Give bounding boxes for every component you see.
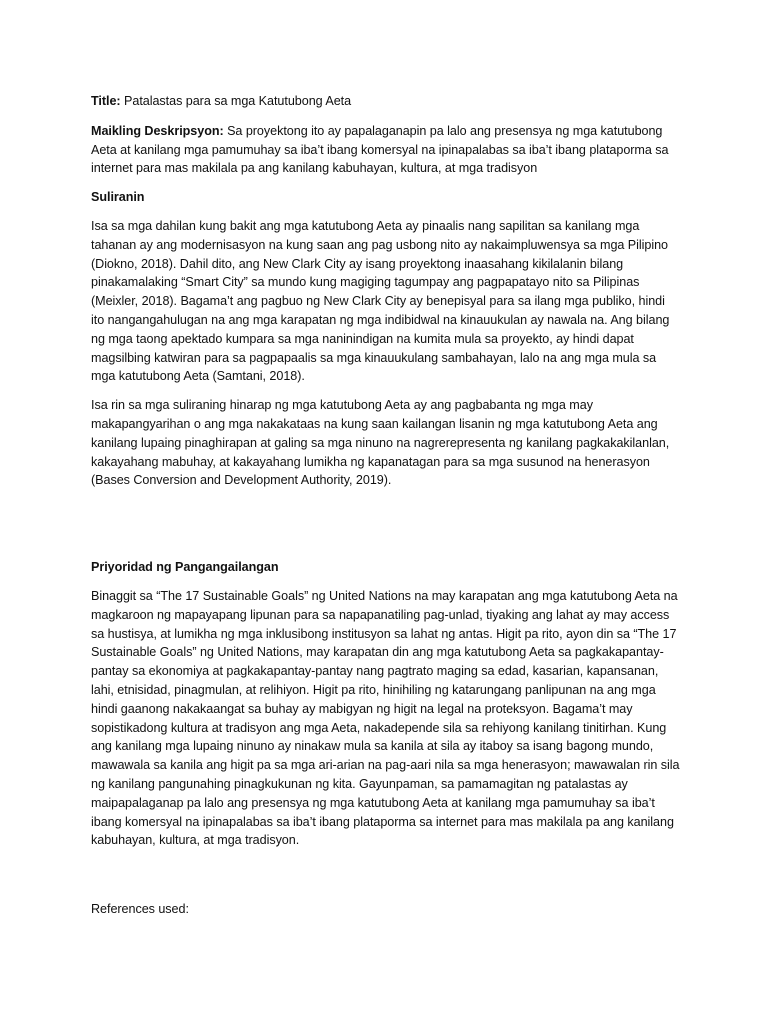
document-title-line bbox=[91, 92, 681, 111]
description-paragraph bbox=[91, 122, 681, 178]
section-spacer bbox=[91, 500, 681, 558]
section-heading-priyoridad: Priyoridad ng Pangangailangan bbox=[91, 560, 279, 575]
priyoridad-paragraph: Binaggit sa “The 17 Sustainable Goals” ng United Nations na may karapatan ang mga katutubong Aeta na magkaroon ng mapayapang lipunan para sa napapanatiling pag-unlad, tiyaking ang lahat ay may access sa hustisya, at lumikha ng mga inklusibong institusyon sa lahat ng antas. Higit pa rito, ayon din sa “The 17 Sustainable Goals” ng United Nations, may karapatan din ang mga katutubong Aeta sa pagkakapantay-pantay sa ekonomiya at pagkakapantay-pantay nang pagtrato maging sa edad, kasarian, kapansanan, lahi, etnisidad, pinagmulan, at relihiyon. Higit pa rito, hinihiling ng katarungang panlipunan na ang mga hindi gaanong nakakaangat sa buhay ay mabigyan ng higit na legal na proteksyon. Bagama’t may sopistikadong kultura at tradisyon ang mga Aeta, nakadepende sila sa rehiyong kanilang tinitirhan. Kung ang kanilang mga lupaing ninuno ay ninakaw mula sa kanila at sila ay itaboy sa isang bagong mundo, mawawala sa kanila ang higit pa sa mga ari-arian na pag-aari nila sa mga henerasyon; mawawalan rin sila ng kanilang pangunahing pinagkukunan ng kita. Gayunpaman, sa pamamagitan ng patalastas ay maipapalaganap pa lalo ang presensya ng mga katutubong Aeta at kanilang mga pamumuhay sa iba’t ibang komersyal na ipinapalabas sa iba’t ibang plataporma sa internet para mas makilala pa ang kanilang kabuhayan, kultura, at mga tradisyon. bbox=[91, 588, 680, 848]
suliranin-paragraph-2: Isa rin sa mga suliraning hinarap ng mga katutubong Aeta ay ang pagbabanta ng mga may makapangyarihan o ang mga nakakataas na kung saan kailangan lisanin ng mga katutubong Aeta ang kanilang lupaing pinaghirapan at galing sa mga ninuno na nagrerepresenta ng kanilang pagkakakilanlan, kakayahang mabuhay, at kakayahang lumikha ng kapanatagan para sa mga susunod na henerasyon (Bases Conversion and Development Authority, 2019). bbox=[91, 398, 670, 488]
description-label: Maikling Deskripsyon: bbox=[91, 123, 224, 138]
document-content bbox=[91, 92, 681, 919]
suliranin-paragraph-1: Isa sa mga dahilan kung bakit ang mga katutubong Aeta ay pinaalis nang sapilitan sa kanilang mga tahanan ay ang modernisasyon na kung saan ang pag usbong nito ay nakaimpluwensya sa mga Pilipino (Diokno, 2018). Dahil dito, ang New Clark City ay isang proyektong inaasahang kikilalanin bilang pinakamalaking “Smart City” sa mundo kung magiging tagumpay ang pagpapatayo nito sa Pilipinas (Meixler, 2018). Bagama’t ang pagbuo ng New Clark City ay benepisyal para sa ilang mga publiko, hindi ito nangangahulugan na ang mga karapatan ng mga indibidwal na kinauukulan ay nawala na. Ang bilang ng mga taong apektado kumpara sa mga naninindigan na kumita mula sa proyekto, ay hindi dapat magsilbing katwiran para sa pagpapaalis sa mga kinauukulang sambahayan, lalo na ang mga mula sa mga katutubong Aeta (Samtani, 2018). bbox=[91, 218, 670, 384]
section-heading-suliranin: Suliranin bbox=[91, 190, 145, 205]
description-text: Sa proyektong ito ay papalaganapin pa lalo ang presensya ng mga katutubong Aeta at kanilang mga pamumuhay sa iba’t ibang komersyal na ipinapalabas sa iba’t ibang plataporma sa internet para mas makilala pa ang kanilang kabuhayan, kultura, at mga tradisyon bbox=[91, 123, 669, 176]
title-label: Title: bbox=[91, 94, 121, 108]
title-value: Patalastas para sa mga Katutubong Aeta bbox=[124, 94, 352, 108]
references-spacer bbox=[91, 860, 681, 900]
references-label: References used: bbox=[91, 902, 189, 917]
